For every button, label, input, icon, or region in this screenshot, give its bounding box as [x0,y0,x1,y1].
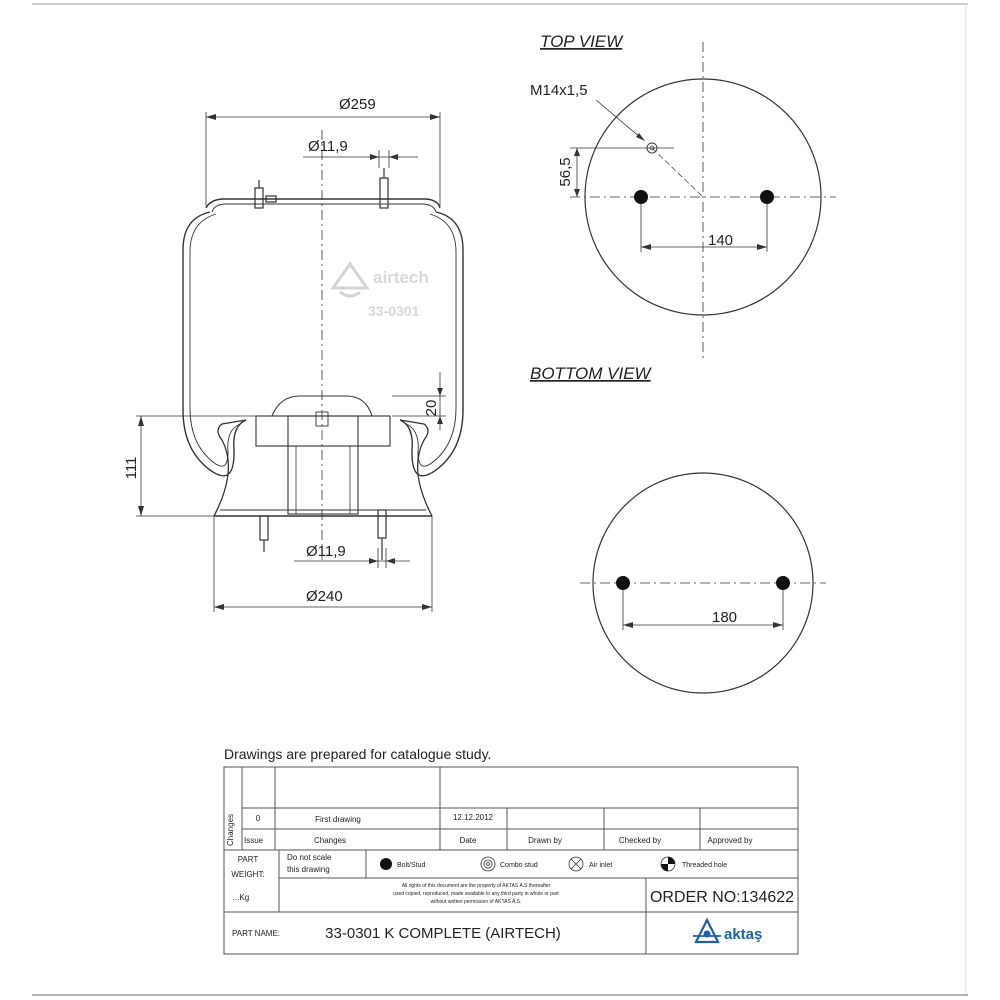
order-number: ORDER NO:134622 [649,889,795,906]
legend-combo: Combo stud [500,862,538,869]
label-dia-240: Ø240 [306,588,343,605]
legend-air: Air inlet [589,862,613,869]
change-value: First drawing [315,815,361,824]
weight-unit: ...Kg [232,893,250,902]
no-scale-label-2: this drawing [287,865,330,874]
rights-line-2: used copied, reproduced, made available to any third party in whole or part [393,891,559,897]
label-bolt-bottom: Ø11,9 [306,543,346,560]
airtech-logo [333,264,429,319]
bellows-right [400,212,463,476]
bottom-view-hole-right [776,576,790,590]
top-bead-plate [206,199,440,208]
issue-value: 0 [255,814,261,823]
header-approved-by: Approved by [707,836,753,845]
bottom-view-hole-left [616,576,630,590]
top-view-title: TOP VIEW [540,32,623,51]
top-stud-left [255,188,263,208]
bottom-stud-left [260,516,268,540]
label-dia-259: Ø259 [339,96,376,113]
bottom-view-title: BOTTOM VIEW [530,364,651,383]
part-weight-label-1: PART [237,855,259,864]
bolt-stud-icon [380,858,392,870]
part-name-label: PART NAME: [231,929,281,938]
bottom-stud-right [378,510,386,538]
aktas-company-name: aktaş [724,926,763,943]
label-spacing-180: 180 [712,609,738,626]
top-view [570,42,836,362]
changes-vertical-label: Changes [226,813,235,847]
thread-leader [596,100,641,138]
date-value: 12.12.2012 [452,813,494,822]
airtech-brand-text: airtech [373,268,429,287]
header-changes: Changes [313,836,347,845]
rights-line-3: without written permission of AKTAS A.S. [430,899,522,905]
header-drawn-by: Drawn by [528,836,562,845]
side-view [136,112,463,612]
rights-line-1: All rights of this document are the property of AKTAS A.S thereafter [401,883,551,889]
top-stud-right [380,178,388,208]
catalogue-note: Drawings are prepared for catalogue study. [224,746,492,762]
label-offset-56-5: 56,5 [557,157,574,187]
label-bolt-top: Ø11,9 [308,138,348,155]
label-height-111: 111 [123,456,140,480]
header-checked-by: Checked by [618,836,662,845]
airtech-triangle-icon [333,264,367,288]
part-name: 33-0301 K COMPLETE (AIRTECH) [325,925,561,942]
header-issue: Issue [244,836,264,845]
top-view-hole-left [634,190,648,204]
header-date: Date [459,836,477,845]
legend-threaded: Threaded hole [682,862,728,869]
label-spacing-140: 140 [708,232,734,249]
bellows-left [183,212,246,476]
threaded-hole-icon [661,857,675,871]
label-dim-20: 20 [423,399,440,417]
no-scale-label-1: Do not scale [287,853,332,862]
top-view-hole-right [760,190,774,204]
piston-top-plate [256,416,390,446]
legend-bolt: Bolt/Stud [397,862,426,869]
label-thread: M14x1,5 [530,82,588,99]
airtech-part-code: 33-0301 [368,303,420,319]
piston-core [288,416,358,514]
aktas-logo [693,920,762,943]
part-weight-label-2: WEIGHT: [231,870,265,879]
air-inlet-icon [569,857,583,871]
combo-stud-icon [481,857,495,871]
